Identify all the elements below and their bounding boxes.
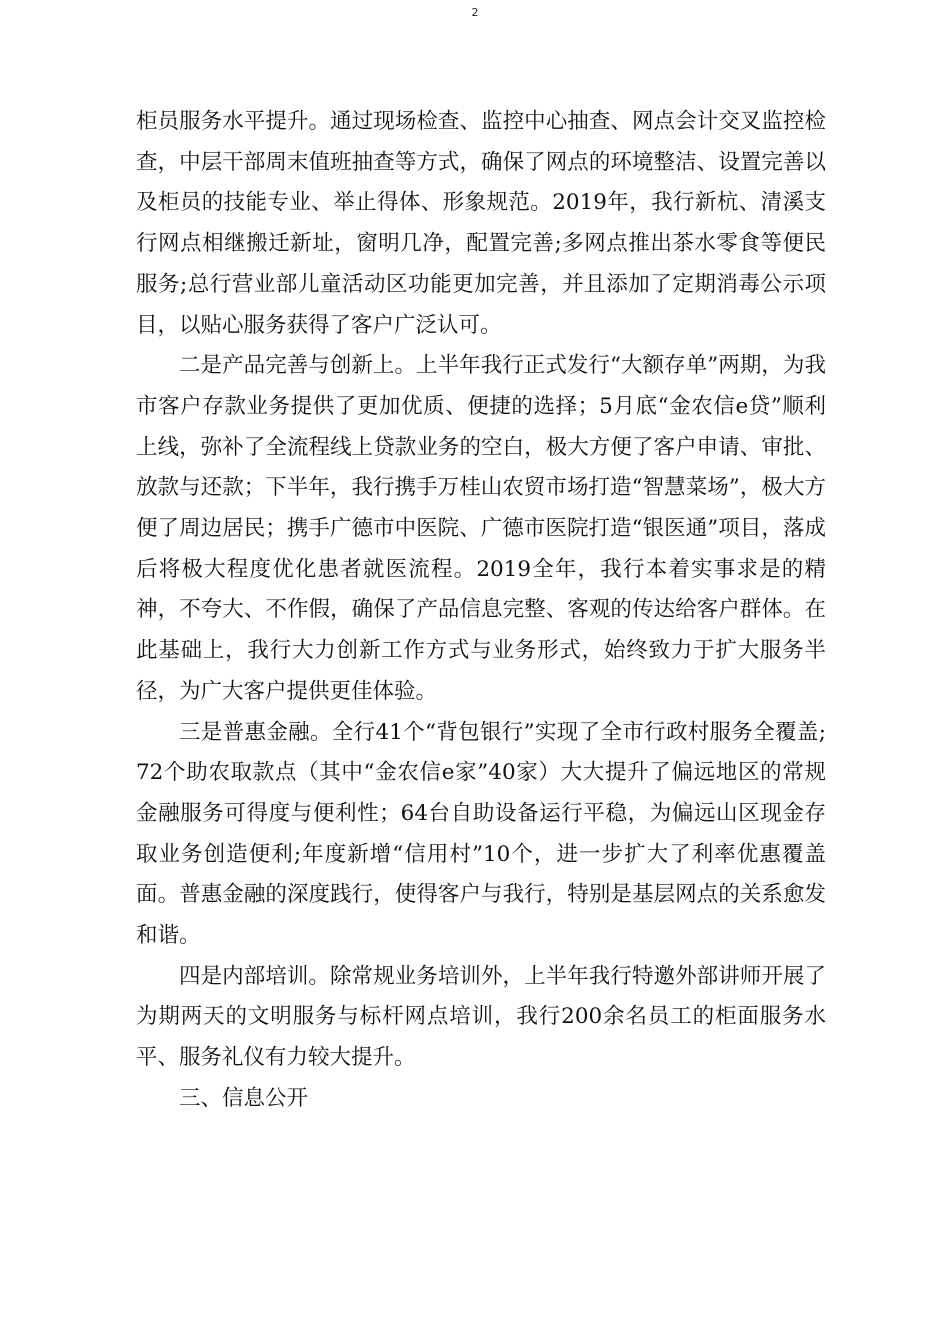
paragraph-inclusive-finance: 三是普惠金融。全行41个“背包银行”实现了全市行政村服务全覆盖;72个助农取款点（其中“金农信e家”40家）大大提升了偏远地区的常规金融服务可得度与便利性；64台自助设备运行平稳，为偏远山区现金存取业务创造便利;年度新增“信用村”10个，进一步扩大了利率优惠覆盖面。普惠金融的深度践行，使得客户与我行，特别是基层网点的关系愈发和谐。 (136, 719, 826, 949)
page-number: 2 (471, 6, 479, 19)
section-heading-info-disclosure: 三、信息公开 (179, 1085, 309, 1111)
paragraph-internal-training: 四是内部培训。除常规业务培训外，上半年我行特邀外部讲师开展了为期两天的文明服务与标杆网点培训，我行200余名员工的柜面服务水平、服务礼仪有力较大提升。 (136, 963, 826, 1071)
paragraph-counter-service: 柜员服务水平提升。通过现场检查、监控中心抽查、网点会计交叉监控检查，中层干部周末值班抽查等方式，确保了网点的环境整洁、设置完善以及柜员的技能专业、举止得体、形象规范。2019年，我行新杭、清溪支行网点相继搬迁新址，窗明几净，配置完善;多网点推出茶水零食等便民服务;总行营业部儿童活动区功能更加完善，并且添加了定期消毒公示项目，以贴心服务获得了客户广泛认可。 (136, 109, 826, 338)
document-body (136, 102, 826, 1120)
paragraph-product-innovation: 二是产品完善与创新上。上半年我行正式发行“大额存单”两期，为我市客户存款业务提供了更加优质、便捷的选择；5月底“金农信e贷”顺利上线，弥补了全流程线上贷款业务的空白，极大方便了客户申请、审批、放款与还款；下半年，我行携手万桂山农贸市场打造“智慧菜场”，极大方便了周边居民；携手广德市中医院、广德市医院打造“银医通”项目，落成后将极大程度优化患者就医流程。2019全年，我行本着实事求是的精神，不夸大、不作假，确保了产品信息完整、客观的传达给客户群体。在此基础上，我行大力创新工作方式与业务形式，始终致力于扩大服务半径，为广大客户提供更佳体验。 (136, 353, 826, 704)
